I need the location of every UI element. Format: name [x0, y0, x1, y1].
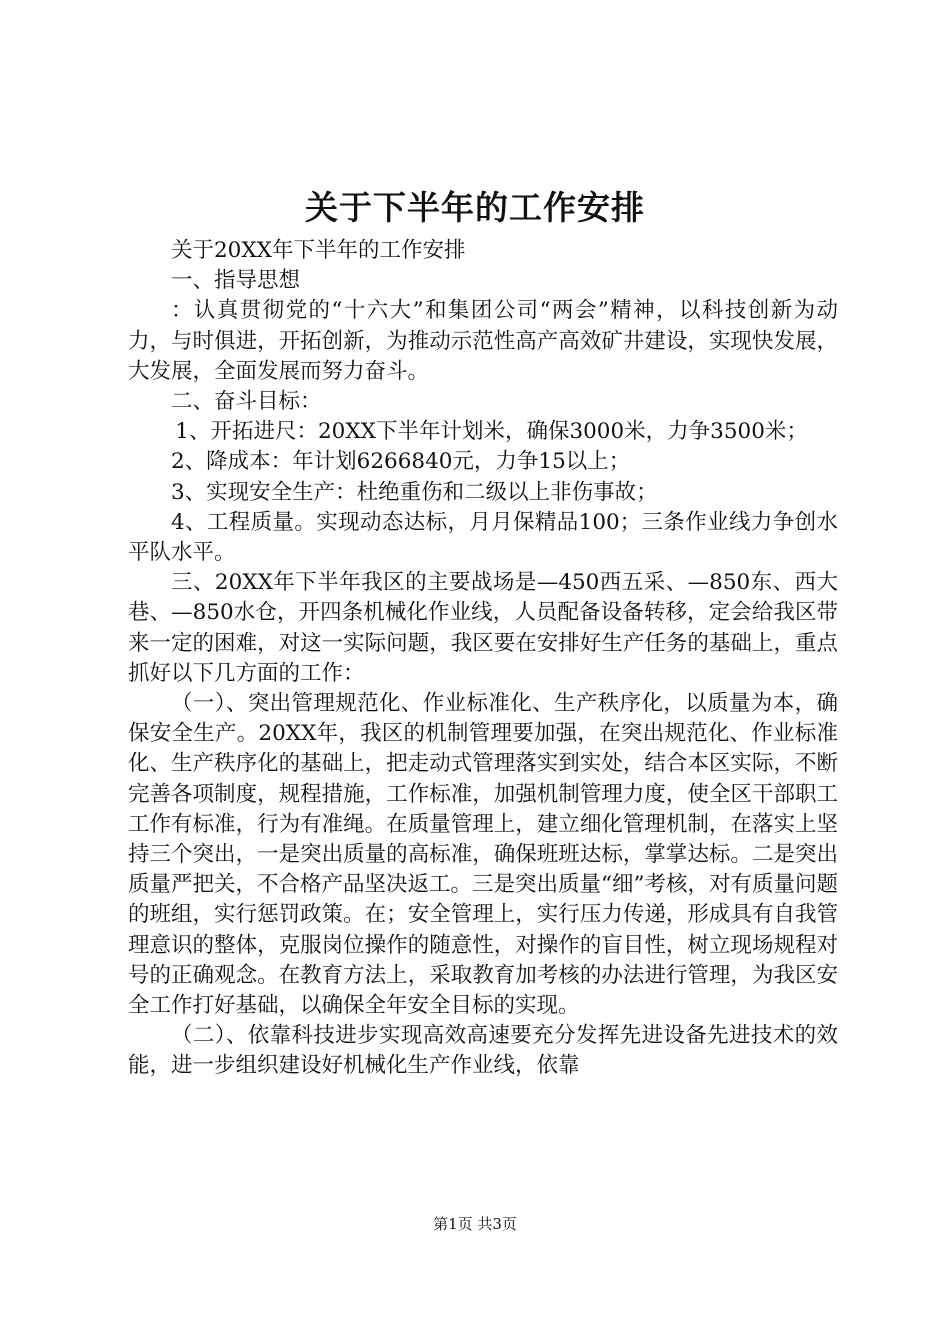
- document-body: [128, 236, 838, 1082]
- goal-item-3: 3、实现安全生产：杜绝重伤和二级以上非伤事故；: [171, 479, 658, 505]
- goal-item-1: 1、开拓进尺：20XX下半年计划米，确保3000米，力争3500米；: [175, 419, 808, 445]
- page-footer: 第1页 共3页: [433, 1215, 517, 1233]
- section-heading-goals: 二、奋斗目标：: [171, 389, 322, 415]
- section-heading-guiding-thought: 一、指导思想: [171, 268, 301, 294]
- section-heading-main-work: 三、20XX年下半年我区的主要战场是—450西五采、—850东、西大巷、—850水仓，开四条机械化作业线，人员配备设备转移，定会给我区带来一定的困难，对这一实际问题，我区要在安排好生产任务的基础上，重点抓好以下几方面的工作：: [128, 570, 838, 686]
- paragraph-work-item-2: （二）、依靠科技进步实现高效高速要充分发挥先进设备先进技术的效能，进一步组织建设好机械化生产作业线，依靠: [128, 1023, 838, 1079]
- goal-item-2: 2、降成本：年计划6266840元，力争15以上；: [171, 449, 631, 475]
- document-title: 关于下半年的工作安排: [305, 188, 645, 227]
- paragraph-guiding-thought: ：认真贯彻党的“十六大”和集团公司“两会”精神，以科技创新为动力，与时俱进，开拓创新，为推动示范性高产高效矿井建设，实现快发展，大发展，全面发展而努力奋斗。: [128, 298, 838, 384]
- goal-item-4: 4、工程质量。实现动态达标，月月保精品100；三条作业线力争创水平队水平。: [128, 509, 838, 566]
- paragraph-heading: 关于20XX年下半年的工作安排: [171, 238, 466, 263]
- paragraph-work-item-1: （一）、突出管理规范化、作业标准化、生产秩序化，以质量为本，确保安全生产。20XX年，我区的机制管理要加强，在突出规范化、作业标准化、生产秩序化的基础上，把走动式管理落实到实处，结合本区实际，不断完善各项制度，规程措施，工作标准，加强机制管理力度，使全区干部职工工作有标准，行为有准绳。在质量管理上，建立细化管理机制，在落实上坚持三个突出，一是突出质量的高标准，确保班班达标，掌掌达标。二是突出质量严把关，不合格产品坚决返工。三是突出质量“细”考核，对有质量问题的班组，实行惩罚政策。在；安全管理上，实行压力传递，形成具有自我管理意识的整体，克服岗位操作的随意性，对操作的盲目性，树立现场规程对号的正确观念。在教育方法上，采取教育加考核的办法进行管理，为我区安全工作打好基础，以确保全年安全目标的实现。: [128, 691, 838, 1019]
